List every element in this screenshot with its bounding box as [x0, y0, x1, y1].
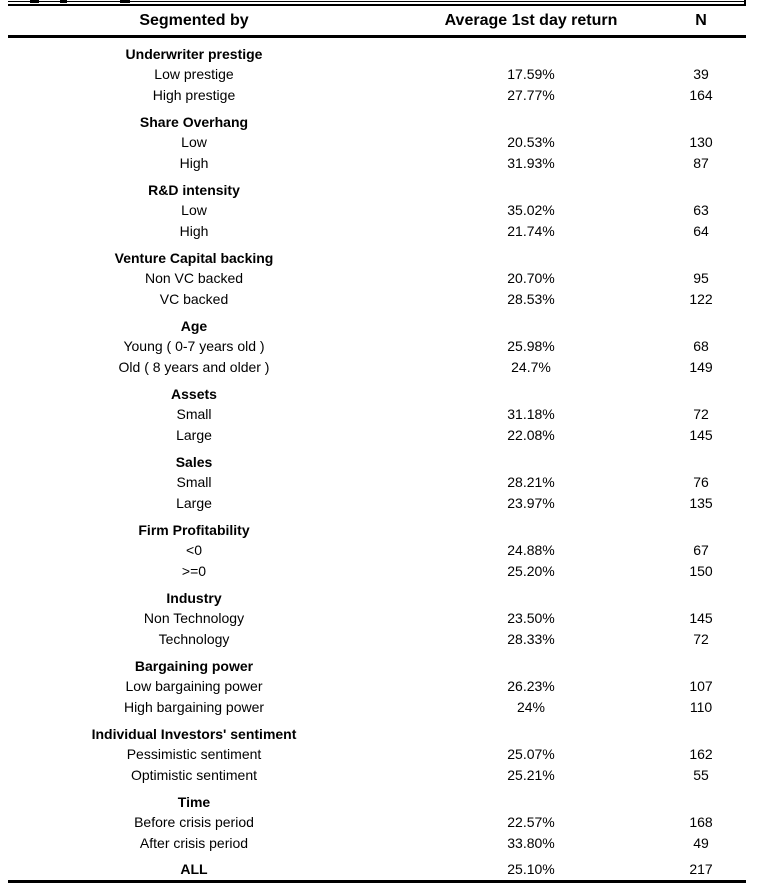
- spacer-cell: [720, 242, 746, 268]
- section-return-cell-empty: [380, 786, 682, 812]
- spacer-cell: [720, 650, 746, 676]
- table-row: [8, 404, 746, 425]
- table-container: [8, 0, 746, 883]
- row-label: Low bargaining power: [125, 678, 263, 694]
- table-row: [8, 561, 746, 582]
- row-average-return: 24.88%: [507, 542, 555, 558]
- column-header-average-return: Average 1st day return: [380, 6, 682, 37]
- spacer-cell: [720, 493, 746, 514]
- row-average-return: 22.08%: [507, 427, 555, 443]
- table-row: [8, 221, 746, 242]
- spacer-cell: [720, 132, 746, 153]
- spacer-cell: [720, 697, 746, 718]
- total-label: ALL: [180, 861, 208, 877]
- section-header-row: [8, 582, 746, 608]
- spacer-cell: [720, 833, 746, 854]
- table-row: [8, 697, 746, 718]
- section-return-cell-empty: [380, 174, 682, 200]
- row-label: Large: [176, 427, 212, 443]
- spacer-cell: [720, 765, 746, 786]
- table-row: [8, 85, 746, 106]
- spacer-cell: [720, 153, 746, 174]
- table-row: [8, 676, 746, 697]
- row-n: 107: [689, 678, 713, 694]
- spacer-cell: [720, 106, 746, 132]
- row-average-return: 28.21%: [507, 474, 555, 490]
- spacer-cell: [720, 310, 746, 336]
- section-header-row: [8, 650, 746, 676]
- section-n-cell-empty: [682, 650, 720, 676]
- section-return-cell-empty: [380, 37, 682, 65]
- row-n: 72: [693, 406, 709, 422]
- row-average-return: 25.07%: [507, 746, 555, 762]
- row-n: 49: [693, 835, 709, 851]
- row-average-return: 31.93%: [507, 155, 555, 171]
- spacer-cell: [720, 85, 746, 106]
- spacer-cell: [720, 221, 746, 242]
- row-label: High: [179, 155, 209, 171]
- section-label: Share Overhang: [139, 114, 249, 130]
- row-n: 130: [689, 134, 713, 150]
- section-return-cell-empty: [380, 446, 682, 472]
- row-average-return: 26.23%: [507, 678, 555, 694]
- table-row: [8, 812, 746, 833]
- spacer-cell: [720, 812, 746, 833]
- table-row: [8, 833, 746, 854]
- spacer-cell: [720, 37, 746, 65]
- row-label: Young ( 0-7 years old ): [123, 338, 265, 354]
- row-average-return: 22.57%: [507, 814, 555, 830]
- spacer-cell: [720, 744, 746, 765]
- row-n: 110: [689, 699, 713, 715]
- row-average-return: 24%: [516, 699, 546, 715]
- row-average-return: 28.53%: [507, 291, 555, 307]
- section-header-row: [8, 310, 746, 336]
- table-row: [8, 629, 746, 650]
- section-return-cell-empty: [380, 582, 682, 608]
- table-row: [8, 336, 746, 357]
- row-average-return: 25.98%: [507, 338, 555, 354]
- row-n: 39: [693, 66, 709, 82]
- row-n: 150: [689, 563, 713, 579]
- section-return-cell-empty: [380, 378, 682, 404]
- section-header-row: [8, 446, 746, 472]
- spacer-cell: [720, 676, 746, 697]
- spacer-cell: [720, 425, 746, 446]
- row-average-return: 24.7%: [511, 359, 551, 375]
- row-label: Large: [176, 495, 212, 511]
- spacer-cell: [720, 268, 746, 289]
- row-n: 67: [693, 542, 709, 558]
- table-row: [8, 540, 746, 561]
- row-label: High: [179, 223, 209, 239]
- section-n-cell-empty: [682, 514, 720, 540]
- table-body: [8, 37, 746, 881]
- row-average-return: 20.53%: [507, 134, 555, 150]
- row-n: 63: [693, 202, 709, 218]
- table-row: [8, 493, 746, 514]
- row-label: >=0: [181, 563, 207, 579]
- table-row: [8, 472, 746, 493]
- row-label: <0: [186, 542, 202, 558]
- row-average-return: 17.59%: [507, 66, 555, 82]
- row-average-return: 20.70%: [507, 270, 555, 286]
- spacer-cell: [720, 64, 746, 85]
- column-header-n: N: [682, 6, 720, 37]
- row-label: High prestige: [152, 87, 236, 103]
- row-average-return: 31.18%: [507, 406, 555, 422]
- total-n: 217: [689, 861, 713, 877]
- row-label: Small: [176, 406, 212, 422]
- row-n: 76: [693, 474, 709, 490]
- section-header-row: [8, 242, 746, 268]
- spacer-cell: [720, 629, 746, 650]
- spacer-cell: [720, 357, 746, 378]
- section-label: Individual Investors' sentiment: [91, 726, 297, 742]
- section-n-cell-empty: [682, 378, 720, 404]
- section-n-cell-empty: [682, 582, 720, 608]
- section-label: Underwriter prestige: [125, 46, 263, 62]
- row-label: Old ( 8 years and older ): [118, 359, 270, 375]
- section-n-cell-empty: [682, 310, 720, 336]
- total-row: [8, 854, 746, 880]
- spacer-cell: [720, 854, 746, 880]
- row-n: 162: [689, 746, 713, 762]
- row-n: 95: [693, 270, 709, 286]
- table-row: [8, 765, 746, 786]
- row-average-return: 25.20%: [507, 563, 555, 579]
- row-n: 164: [689, 87, 713, 103]
- section-return-cell-empty: [380, 650, 682, 676]
- section-n-cell-empty: [682, 718, 720, 744]
- row-n: 68: [693, 338, 709, 354]
- row-label: Low prestige: [154, 66, 234, 82]
- row-label: VC backed: [159, 291, 229, 307]
- section-label: Industry: [166, 590, 222, 606]
- table-row: [8, 608, 746, 629]
- spacer-cell: [720, 289, 746, 310]
- section-n-cell-empty: [682, 786, 720, 812]
- spacer-cell: [720, 336, 746, 357]
- spacer-cell: [720, 446, 746, 472]
- row-label: After crisis period: [139, 835, 249, 851]
- section-return-cell-empty: [380, 718, 682, 744]
- row-n: 55: [693, 767, 709, 783]
- spacer-cell: [720, 404, 746, 425]
- table-header: [8, 6, 746, 37]
- row-average-return: 28.33%: [507, 631, 555, 647]
- section-return-cell-empty: [380, 106, 682, 132]
- row-label: Non VC backed: [144, 270, 244, 286]
- row-label: Non Technology: [143, 610, 245, 626]
- section-header-row: [8, 786, 746, 812]
- section-n-cell-empty: [682, 174, 720, 200]
- row-label: Optimistic sentiment: [130, 767, 258, 783]
- row-n: 87: [693, 155, 709, 171]
- table-row: [8, 132, 746, 153]
- section-return-cell-empty: [380, 242, 682, 268]
- row-n: 168: [689, 814, 713, 830]
- bottom-rule: [8, 880, 746, 883]
- spacer-cell: [720, 786, 746, 812]
- row-average-return: 27.77%: [507, 87, 555, 103]
- row-n: 64: [693, 223, 709, 239]
- spacer-cell: [720, 174, 746, 200]
- row-n: 149: [689, 359, 713, 375]
- section-label: Firm Profitability: [138, 522, 250, 538]
- row-average-return: 35.02%: [507, 202, 555, 218]
- spacer-cell: [720, 378, 746, 404]
- header-spacer-cell: [720, 6, 746, 37]
- table-row: [8, 200, 746, 221]
- section-n-cell-empty: [682, 37, 720, 65]
- row-label: Low: [181, 202, 207, 218]
- spacer-cell: [720, 514, 746, 540]
- spacer-cell: [720, 561, 746, 582]
- header-row: [8, 6, 746, 37]
- section-n-cell-empty: [682, 106, 720, 132]
- section-label: Time: [177, 794, 211, 810]
- section-return-cell-empty: [380, 310, 682, 336]
- section-n-cell-empty: [682, 446, 720, 472]
- section-label: Age: [180, 318, 208, 334]
- spacer-cell: [720, 540, 746, 561]
- table-row: [8, 357, 746, 378]
- section-header-row: [8, 514, 746, 540]
- section-header-row: [8, 174, 746, 200]
- spacer-cell: [720, 200, 746, 221]
- row-label: High bargaining power: [123, 699, 265, 715]
- row-average-return: 21.74%: [507, 223, 555, 239]
- spacer-cell: [720, 582, 746, 608]
- section-header-row: [8, 37, 746, 65]
- section-label: R&D intensity: [148, 182, 240, 198]
- table-row: [8, 425, 746, 446]
- spacer-cell: [720, 718, 746, 744]
- table-row: [8, 289, 746, 310]
- section-label: Bargaining power: [134, 658, 254, 674]
- row-label: Before crisis period: [134, 814, 254, 830]
- segmented-returns-table: [8, 6, 746, 880]
- section-label: Sales: [175, 454, 213, 470]
- row-n: 145: [689, 610, 713, 626]
- table-row: [8, 64, 746, 85]
- row-n: 145: [689, 427, 713, 443]
- table-row: [8, 744, 746, 765]
- section-header-row: [8, 106, 746, 132]
- section-label: Venture Capital backing: [114, 250, 274, 266]
- row-average-return: 25.21%: [507, 767, 555, 783]
- row-n: 122: [689, 291, 713, 307]
- row-label: Pessimistic sentiment: [126, 746, 262, 762]
- table-row: [8, 153, 746, 174]
- section-header-row: [8, 378, 746, 404]
- row-n: 72: [693, 631, 709, 647]
- section-n-cell-empty: [682, 242, 720, 268]
- row-label: Small: [176, 474, 212, 490]
- spacer-cell: [720, 472, 746, 493]
- row-n: 135: [689, 495, 713, 511]
- table-row: [8, 268, 746, 289]
- row-label: Technology: [158, 631, 230, 647]
- section-header-row: [8, 718, 746, 744]
- section-label: Assets: [171, 386, 217, 402]
- column-header-segmented-by: Segmented by: [8, 6, 380, 37]
- row-average-return: 23.50%: [507, 610, 555, 626]
- row-average-return: 33.80%: [507, 835, 555, 851]
- row-average-return: 23.97%: [507, 495, 555, 511]
- spacer-cell: [720, 608, 746, 629]
- row-label: Low: [181, 134, 207, 150]
- section-return-cell-empty: [380, 514, 682, 540]
- total-average-return: 25.10%: [507, 861, 555, 877]
